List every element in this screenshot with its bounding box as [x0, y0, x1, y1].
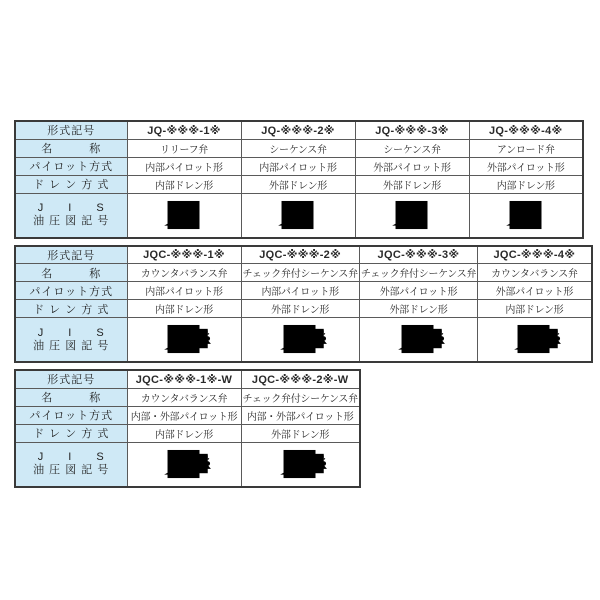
model-code-cell: JQ-※※※-4※ [469, 121, 583, 139]
jis-label-line1: J I S [37, 451, 105, 463]
model-code-cell: JQ-※※※-1※ [127, 121, 241, 139]
tables-container [14, 120, 593, 494]
valve-name-cell: アンロード弁 [469, 139, 583, 157]
drain-type-cell: 外部ドレン形 [241, 175, 355, 193]
jis-valve-symbol-icon [381, 194, 443, 237]
jis-valve-symbol-icon [153, 194, 215, 237]
jis-label-line1: J I S [37, 326, 105, 339]
pilot-type-cell: 外部パイロット形 [359, 282, 477, 300]
table-row [15, 300, 592, 318]
jis-label-line2: 油 圧 図 記 号 [33, 339, 110, 352]
jis-valve-check-symbol-icon [503, 318, 565, 361]
pilot-type-cell: 内部・外部パイロット形 [127, 406, 241, 424]
table-row [15, 193, 583, 238]
jis-symbol-cell [127, 442, 241, 487]
valve-name-cell: リリーフ弁 [127, 139, 241, 157]
jis-label-line1: J I S [37, 202, 105, 214]
model-code-cell: JQ-※※※-2※ [241, 121, 355, 139]
pilot-type-cell: 内部パイロット形 [127, 282, 241, 300]
valve-name-cell: チェック弁付シーケンス弁 [359, 264, 477, 282]
drain-type-cell: 外部ドレン形 [355, 175, 469, 193]
pilot-type-cell: 内部パイロット形 [127, 157, 241, 175]
row-header-name: 名 称 [15, 388, 127, 406]
model-code-cell: JQC-※※※-4※ [478, 246, 592, 264]
valve-name-cell: シーケンス弁 [241, 139, 355, 157]
jis-symbol-cell [359, 318, 477, 363]
pilot-type-cell: 外部パイロット形 [469, 157, 583, 175]
drain-type-cell: 内部ドレン形 [127, 175, 241, 193]
row-header-jis-symbol [15, 318, 127, 363]
drain-type-cell: 内部ドレン形 [127, 424, 241, 442]
valve-name-cell: カウンタバランス弁 [478, 264, 592, 282]
drain-type-cell: 内部ドレン形 [127, 300, 241, 318]
model-code-cell: JQC-※※※-1※ [127, 246, 241, 264]
jis-label-line2: 油 圧 図 記 号 [33, 215, 110, 227]
pilot-type-cell: 内部パイロット形 [241, 282, 359, 300]
valve-name-cell: チェック弁付シーケンス弁 [241, 388, 360, 406]
jis-symbol-cell [241, 318, 359, 363]
jis-symbol-cell [127, 318, 241, 363]
jis-symbol-cell [355, 193, 469, 238]
table-row [15, 388, 360, 406]
spec-table-jqc-w-series [14, 369, 361, 488]
valve-name-cell: カウンタバランス弁 [127, 264, 241, 282]
table-row [15, 121, 583, 139]
row-header-pilot: パイロット方式 [15, 157, 127, 175]
row-header-drain: ド レ ン 方 式 [15, 175, 127, 193]
jis-valve-check-symbol-icon [153, 443, 215, 486]
table-row [15, 264, 592, 282]
row-header-model: 形式記号 [15, 246, 127, 264]
jis-symbol-cell [127, 193, 241, 238]
jis-valve-check-symbol-icon [153, 318, 215, 361]
model-code-cell: JQ-※※※-3※ [355, 121, 469, 139]
row-header-pilot: パイロット方式 [15, 406, 127, 424]
valve-name-cell: シーケンス弁 [355, 139, 469, 157]
table-row [15, 175, 583, 193]
table-row [15, 157, 583, 175]
row-header-name: 名 称 [15, 139, 127, 157]
row-header-jis-symbol [15, 442, 127, 487]
spec-table-jq-series [14, 120, 584, 239]
model-code-cell: JQC-※※※-3※ [359, 246, 477, 264]
table-row [15, 370, 360, 388]
jis-valve-check-symbol-icon [269, 443, 331, 486]
table-row [15, 406, 360, 424]
model-code-cell: JQC-※※※-1※-W [127, 370, 241, 388]
table-row [15, 282, 592, 300]
row-header-model: 形式記号 [15, 370, 127, 388]
jis-symbol-cell [241, 193, 355, 238]
drain-type-cell: 外部ドレン形 [241, 424, 360, 442]
valve-name-cell: カウンタバランス弁 [127, 388, 241, 406]
jis-valve-check-symbol-icon [387, 318, 449, 361]
pilot-type-cell: 外部パイロット形 [478, 282, 592, 300]
jis-valve-symbol-icon [495, 194, 557, 237]
spec-table-jqc-series [14, 245, 593, 364]
jis-valve-check-symbol-icon [269, 318, 331, 361]
drain-type-cell: 内部ドレン形 [469, 175, 583, 193]
pilot-type-cell: 内部・外部パイロット形 [241, 406, 360, 424]
jis-label-line2: 油 圧 図 記 号 [33, 464, 110, 476]
valve-name-cell: チェック弁付シーケンス弁 [241, 264, 359, 282]
model-code-cell: JQC-※※※-2※-W [241, 370, 360, 388]
pilot-type-cell: 外部パイロット形 [355, 157, 469, 175]
pilot-type-cell: 内部パイロット形 [241, 157, 355, 175]
table-row [15, 442, 360, 487]
table-row [15, 139, 583, 157]
drain-type-cell: 内部ドレン形 [478, 300, 592, 318]
row-header-drain: ド レ ン 方 式 [15, 424, 127, 442]
drain-type-cell: 外部ドレン形 [359, 300, 477, 318]
drain-type-cell: 外部ドレン形 [241, 300, 359, 318]
row-header-jis-symbol [15, 193, 127, 238]
model-code-cell: JQC-※※※-2※ [241, 246, 359, 264]
jis-symbol-cell [241, 442, 360, 487]
row-header-model: 形式記号 [15, 121, 127, 139]
row-header-pilot: パイロット方式 [15, 282, 127, 300]
row-header-drain: ド レ ン 方 式 [15, 300, 127, 318]
table-row [15, 246, 592, 264]
row-header-name: 名 称 [15, 264, 127, 282]
jis-symbol-cell [478, 318, 592, 363]
jis-valve-symbol-icon [267, 194, 329, 237]
table-row [15, 318, 592, 363]
jis-symbol-cell [469, 193, 583, 238]
table-row [15, 424, 360, 442]
